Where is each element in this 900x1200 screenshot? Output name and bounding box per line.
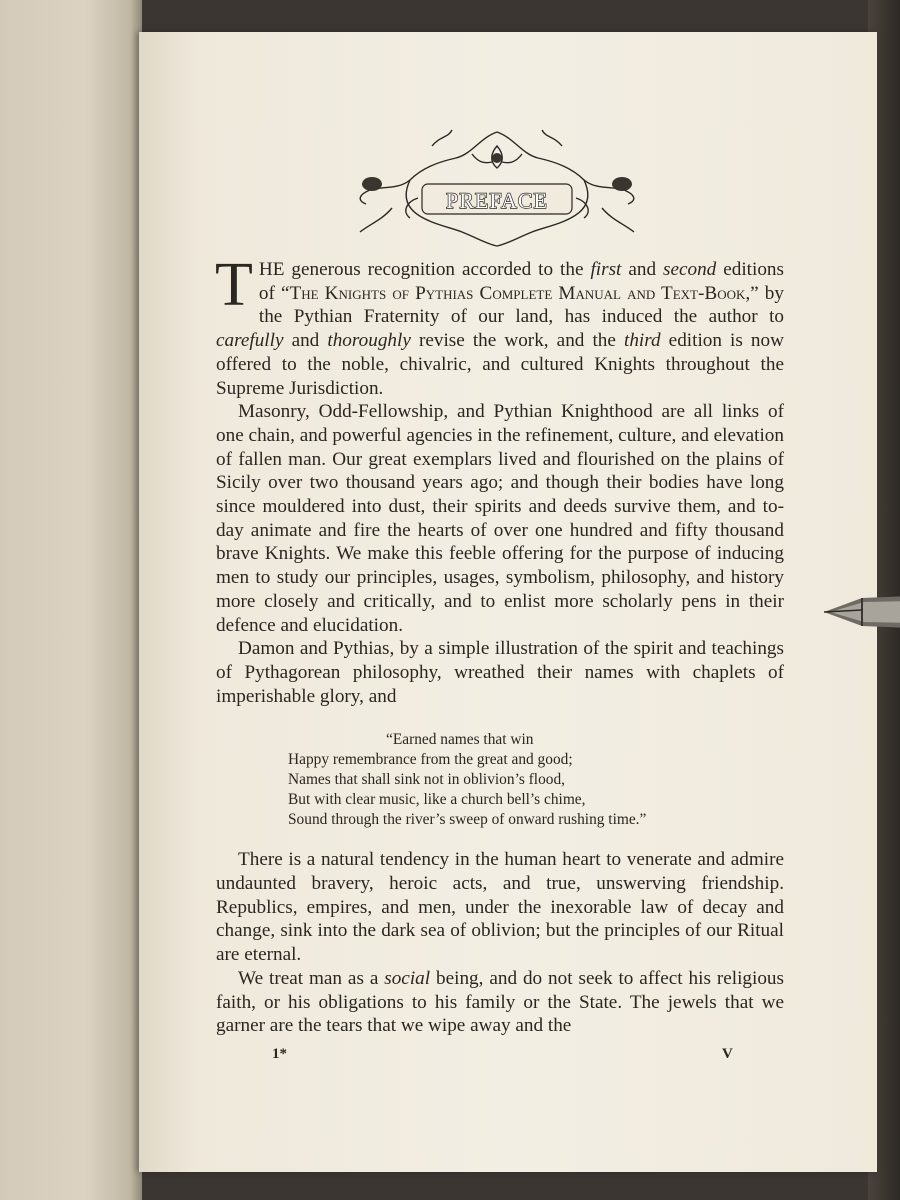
paragraph-1: THE generous recognition accorded to the first and second editions of “The Knights of Pythias Complete Manual and Text-Book,” by the Pythian Fraternity of our land, has induced the author to carefully and thoroughly revise the work, and the third edition is now offered to the noble, chivalric, and cultured Knights throughout the Supreme Jurisdiction.	[215, 251, 784, 399]
left-page	[0, 0, 142, 1200]
preface-ornament	[352, 128, 642, 250]
pen-icon	[822, 590, 900, 634]
paragraph-4: There is a natural tendency in the human heart to venerate and admire undaunted bravery, heroic acts, and true, unswerving friendship. Republics, empires, and men, under the inexorable law of decay and change, sink into the dark sea of oblivion; but the principles of our Ritual are eternal.	[216, 849, 784, 966]
poem-line: “Earned names that win	[386, 731, 534, 749]
drop-cap: T	[215, 251, 253, 319]
page-number: V	[722, 1046, 733, 1062]
poem-line: But with clear music, like a church bell’s chime,	[288, 791, 586, 809]
poem-line: Happy remembrance from the great and good;	[288, 751, 573, 769]
paragraph-5: We treat man as a social being, and do not seek to affect his religious faith, or his obligations to his family or the State. The jewels that we garner are the tears that we wipe away and the	[216, 967, 784, 1037]
preface-body	[215, 251, 784, 1038]
poem-line: Names that shall sink not in oblivion’s flood,	[288, 771, 566, 789]
preface-heading: PREFACE	[446, 188, 548, 213]
book-title: The Knights of Pythias Complete Manual and Text-Book	[289, 282, 746, 304]
poem-line: Sound through the river’s sweep of onward rushing time.”	[288, 811, 647, 829]
paragraph-3: Damon and Pythias, by a simple illustration of the spirit and teachings of Pythagorean philosophy, wreathed their names with chaplets of imperishable glory, and	[216, 638, 784, 707]
poem-quote	[288, 730, 784, 830]
paragraph-2: Masonry, Odd-Fellowship, and Pythian Knighthood are all links of one chain, and powerful agencies in the refinement, culture, and elevation of fallen man. Our great exemplars lived and flourished on the plains of Sicily over two thousand years ago; and though their bodies have long since mouldered into dust, their spirits and deeds survive them, and to-day animate and fire the hearts of over one hundred and fifty thousand brave Knights. We make this feeble offering for the purpose of inducing men to study our principles, usages, symbolism, philosophy, and history more closely and critically, and to enlist more scholarly pens in their defence and elucidation.	[216, 401, 784, 636]
signature-mark: 1*	[272, 1046, 287, 1062]
